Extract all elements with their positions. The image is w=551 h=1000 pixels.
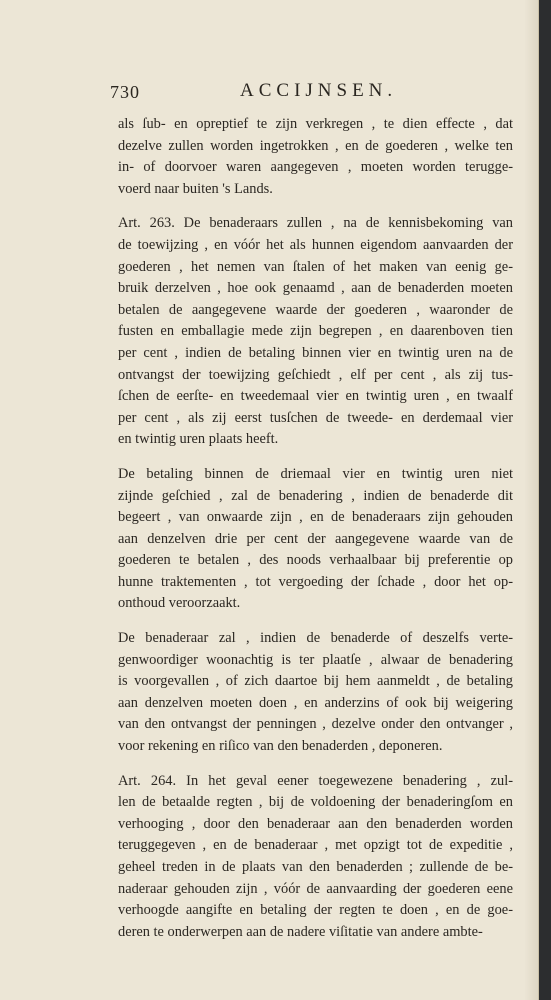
text-line: De benaderaar zal , indien de benaderde of deszelfs verte-	[118, 630, 513, 647]
text-line: naderaar gehouden zijn , vóór de aanvaarding der goederen eene	[118, 880, 513, 897]
text-line: voerd naar buiten 's Lands.	[118, 180, 273, 197]
text-line: goederen te betalen , des noods verhaalbaar bij preferentie op	[118, 552, 513, 569]
text-line: teruggegeven , en de benaderaar , met opzigt tot de expeditie ,	[118, 837, 513, 854]
paragraph	[118, 464, 513, 615]
text-line: en twintig uren plaats heeft.	[118, 431, 279, 448]
paragraph	[118, 114, 513, 200]
text-line: verhooging , door den benaderaar aan den benaderden worden	[118, 815, 513, 832]
text-line: de toewijzing , en vóór het als hunnen eigendom aanvaarden der	[118, 236, 513, 253]
page-number: 730	[110, 82, 140, 102]
paragraph-gap	[118, 200, 513, 213]
paragraph	[118, 628, 513, 758]
text-line: als ſub- en opreptief te zijn verkregen , te dien effecte , dat	[118, 116, 513, 132]
text-line: deren te onderwerpen aan de nadere viſitatie van andere ambte-	[118, 923, 483, 940]
text-line: len de betaalde regten , bij de voldoening der benaderingſom en	[118, 794, 513, 811]
text-line: De betaling binnen de driemaal vier en twintig uren niet	[118, 465, 513, 482]
text-line: geheel treden in de plaats van den benaderden ; zullende de be-	[118, 859, 513, 875]
paragraph-gap	[118, 615, 513, 628]
text-line: van den ontvangst der penningen , dezelve onder den ontvanger ,	[118, 716, 513, 733]
page-header	[110, 80, 520, 108]
text-line: Art. 264. In het geval eener toegewezene benadering , zul-	[118, 772, 513, 789]
paragraph	[118, 213, 513, 451]
text-line: ontvangst der toewijzing geſchiedt , elf per cent , als zij tus-	[118, 366, 513, 383]
paragraph-gap	[118, 451, 513, 464]
text-line: voor rekening en riſico van den benaderden , deponeren.	[118, 738, 443, 755]
text-line: ſchen de eerſte- en tweedemaal vier en twintig uren , en twaalf	[118, 388, 513, 405]
text-line: hunne traktementen , tot vergoeding der ſchade , door het op-	[118, 573, 513, 590]
text-line: in- of doorvoer waren aangegeven , moeten worden terugge-	[118, 159, 513, 176]
text-line: aan denzelven moeten doen , en anderzins of ook bij weigering	[118, 694, 513, 711]
text-line: Art. 263. De benaderaars zullen , na de kennisbekoming van	[118, 215, 513, 232]
text-line: is voorgevallen , of zich daartoe bij hem aanmeldt , de betaling	[118, 673, 513, 690]
text-line: zijnde geſchied , zal de benadering , indien de benaderde dit	[118, 487, 513, 504]
text-line: onthoud veroorzaakt.	[118, 595, 241, 612]
paragraph-gap	[118, 758, 513, 771]
text-line: goederen , het nemen van ſtalen of het maken van eenig ge-	[118, 258, 513, 275]
text-line: dezelve zullen worden ingetrokken , en de goederen , welke ten	[118, 137, 513, 154]
running-head: ACCIJNSEN.	[240, 80, 398, 101]
text-line: per cent , indien de betaling binnen vier en twintig uren na de	[118, 344, 513, 361]
text-line: aan denzelven drie per cent der aangegevene waarde van de	[118, 530, 513, 547]
text-line: bruik derzelven , hoe ook genaamd , aan de benaderden moeten	[118, 280, 513, 297]
text-line: betalen de aangegevene waarde der goederen , waaronder de	[118, 301, 513, 318]
text-line: genwoordiger woonachtig is ter plaatſe , alwaar de benadering	[118, 651, 513, 668]
text-line: begeert , van onwaarde zijn , en de benaderaars zijn gehouden	[118, 509, 513, 526]
text-line: verhoogde aangifte en betaling der regten te doen , en de goe-	[118, 902, 513, 919]
page-edge-shadow	[524, 0, 538, 1000]
body-text	[118, 114, 513, 943]
text-line: per cent , als zij eerst tusſchen de tweede- en derdemaal vier	[118, 409, 513, 426]
paragraph	[118, 771, 513, 944]
text-line: fusten en emballagie mede zijn begrepen , en daarenboven tien	[118, 323, 513, 340]
